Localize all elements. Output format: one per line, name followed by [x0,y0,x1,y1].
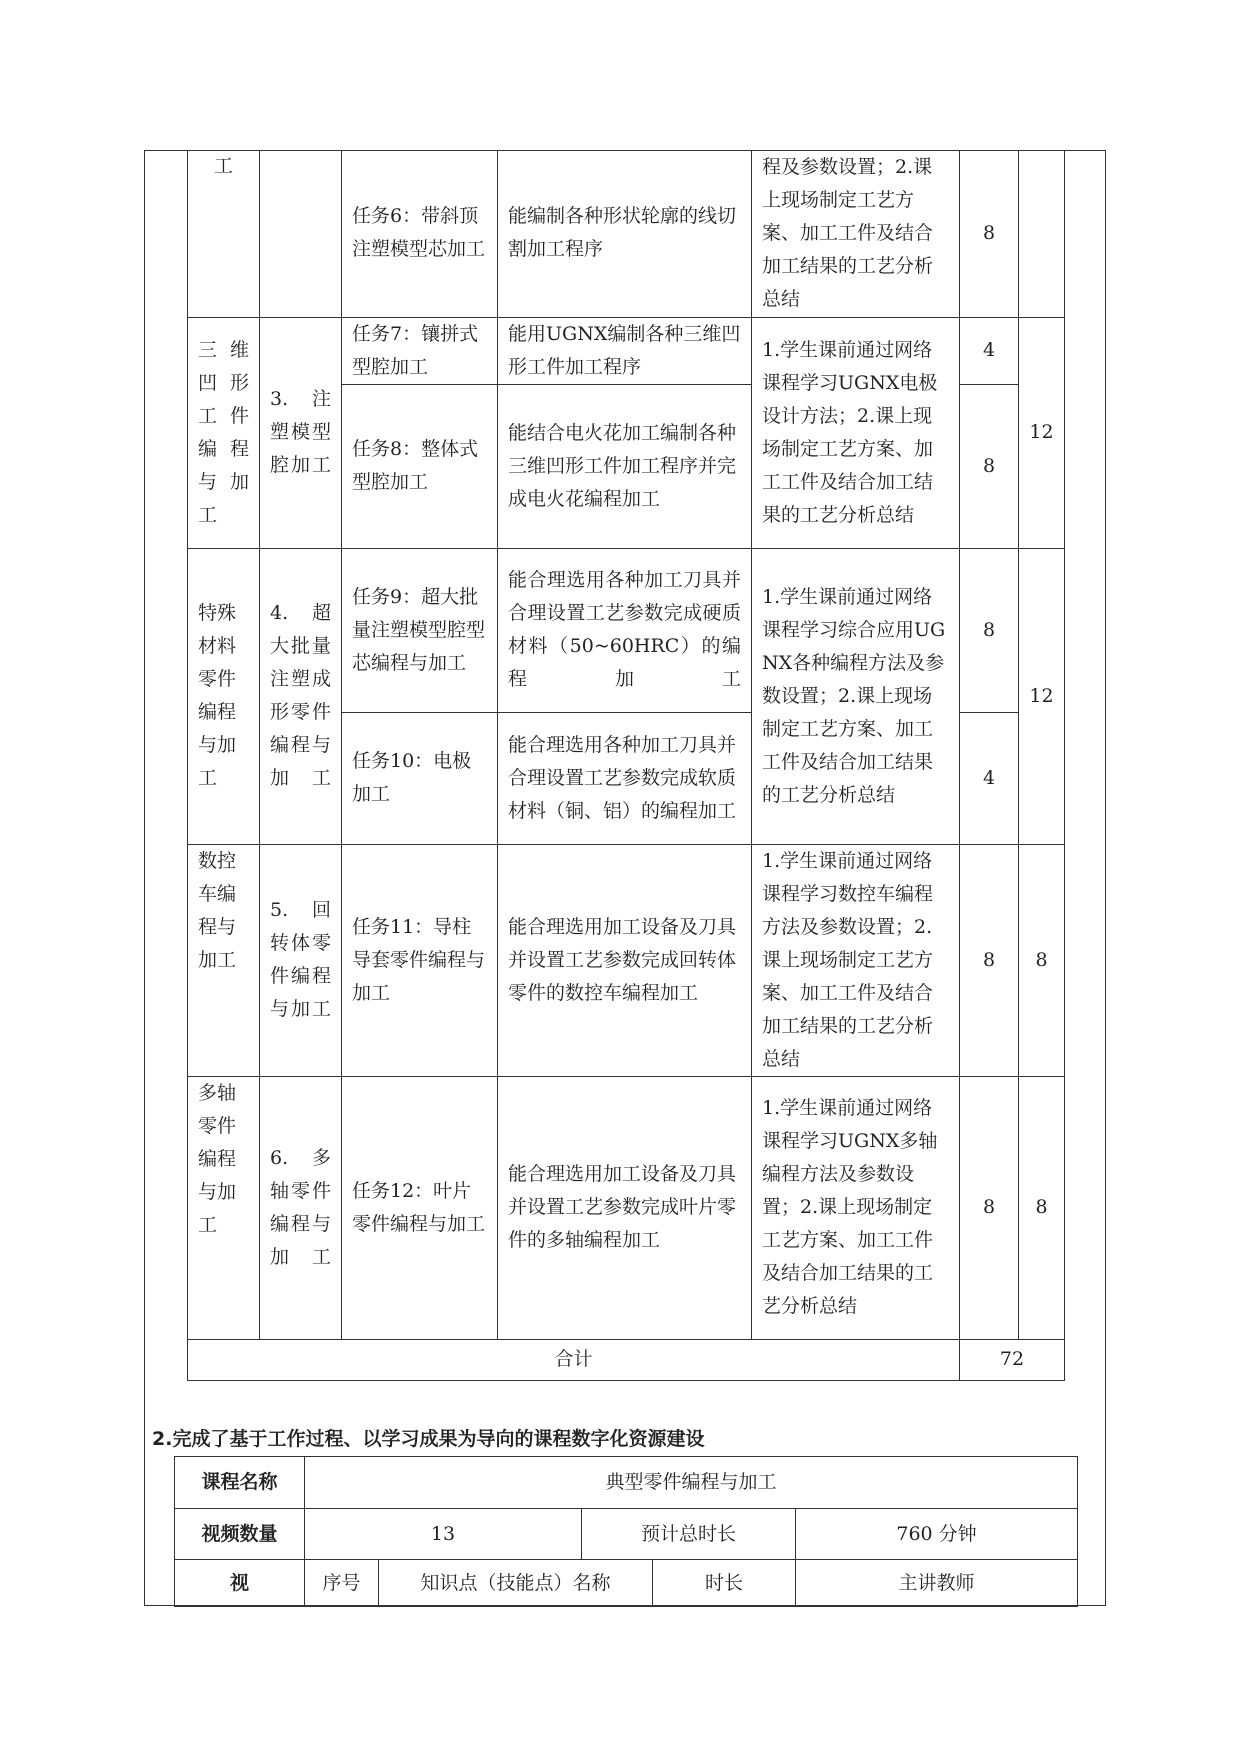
hours-cell: 8 [960,844,1019,1076]
total-cell: 8 [1019,844,1065,1076]
goal-cell: 能合理选用各种加工刀具并合理设置工艺参数完成软质材料（铜、铝）的编程加工 [498,712,752,844]
course-schedule-table [187,150,1065,1381]
task-cell: 任务8：整体式型腔加工 [342,384,498,548]
method-cell: 程及参数设置；2.课上现场制定工艺方案、加工工件及结合加工结果的工艺分析总结 [752,150,960,317]
project-cell: 6. 多轴零件编程与加工 [260,1076,342,1339]
task-cell: 任务11：导柱导套零件编程与加工 [342,844,498,1076]
col-header-duration: 时长 [653,1560,796,1607]
digital-resource-table [174,1456,1078,1607]
total-cell: 12 [1019,548,1065,844]
total-cell [1019,150,1065,317]
total-cell: 12 [1019,317,1065,548]
video-count-label: 视频数量 [175,1509,305,1560]
hours-cell: 8 [960,150,1019,317]
module-cell: 三维凹形工件编程与加工 [188,317,260,548]
method-cell: 1.学生课前通过网络课程学习数控车编程方法及参数设置；2.课上现场制定工艺方案、加工工件及结合加工结果的工艺分析总结 [752,844,960,1076]
task-cell: 任务12：叶片零件编程与加工 [342,1076,498,1339]
table-row [188,150,1065,317]
table-row [188,1076,1065,1339]
module-cell: 工 [188,150,260,317]
goal-cell: 能用UGNX编制各种三维凹形工件加工程序 [498,317,752,384]
project-cell: 3. 注塑模型腔加工 [260,317,342,548]
table-row [188,317,1065,384]
sum-row [188,1339,1065,1380]
goal-cell: 能合理选用各种加工刀具并合理设置工艺参数完成硬质材料（50~60HRC）的编程加工 [498,548,752,712]
goal-cell: 能编制各种形状轮廓的线切割加工程序 [498,150,752,317]
section-heading: 2.完成了基于工作过程、以学习成果为导向的课程数字化资源建设 [152,1428,705,1450]
hours-cell: 4 [960,317,1019,384]
col-header-name: 知识点（技能点）名称 [379,1560,653,1607]
col-header-no: 序号 [305,1560,379,1607]
sum-label: 合计 [188,1339,960,1380]
project-cell: 5. 回转体零件编程与加工 [260,844,342,1076]
project-cell [260,150,342,317]
video-count-value: 13 [305,1509,582,1560]
task-cell: 任务9：超大批量注塑模型腔型芯编程与加工 [342,548,498,712]
hours-cell: 8 [960,1076,1019,1339]
sum-value: 72 [960,1339,1065,1380]
total-cell: 8 [1019,1076,1065,1339]
table-row [175,1509,1078,1560]
module-cell: 数控车编程与加工 [188,844,260,1076]
table-row [188,548,1065,712]
module-cell: 特殊材料零件编程与加工 [188,548,260,844]
goal-cell: 能合理选用加工设备及刀具并设置工艺参数完成叶片零件的多轴编程加工 [498,1076,752,1339]
method-cell: 1.学生课前通过网络课程学习UGNX电极设计方法；2.课上现场制定工艺方案、加工工件及结合加工结果的工艺分析总结 [752,317,960,548]
table-row [175,1457,1078,1509]
duration-value: 760 分钟 [796,1509,1078,1560]
col-header-teacher: 主讲教师 [796,1560,1078,1607]
course-name-value: 典型零件编程与加工 [305,1457,1078,1509]
hours-cell: 8 [960,548,1019,712]
course-name-label: 课程名称 [175,1457,305,1509]
hours-cell: 8 [960,384,1019,548]
task-cell: 任务10：电极加工 [342,712,498,844]
goal-cell: 能合理选用加工设备及刀具并设置工艺参数完成回转体零件的数控车编程加工 [498,844,752,1076]
module-cell: 多轴零件编程与加工 [188,1076,260,1339]
table-row [188,844,1065,1076]
method-cell: 1.学生课前通过网络课程学习综合应用UGNX各种编程方法及参数设置；2.课上现场制定工艺方案、加工工件及结合加工结果的工艺分析总结 [752,548,960,844]
method-cell: 1.学生课前通过网络课程学习UGNX多轴编程方法及参数设置；2.课上现场制定工艺方案、加工工件及结合加工结果的工艺分析总结 [752,1076,960,1339]
table-header-row [175,1560,1078,1607]
task-cell: 任务6：带斜顶注塑模型芯加工 [342,150,498,317]
goal-cell: 能结合电火花加工编制各种三维凹形工件加工程序并完成电火花编程加工 [498,384,752,548]
video-label: 视 [175,1560,305,1607]
task-cell: 任务7：镶拼式型腔加工 [342,317,498,384]
hours-cell: 4 [960,712,1019,844]
project-cell: 4. 超大批量注塑成形零件编程与加工 [260,548,342,844]
duration-label: 预计总时长 [582,1509,796,1560]
